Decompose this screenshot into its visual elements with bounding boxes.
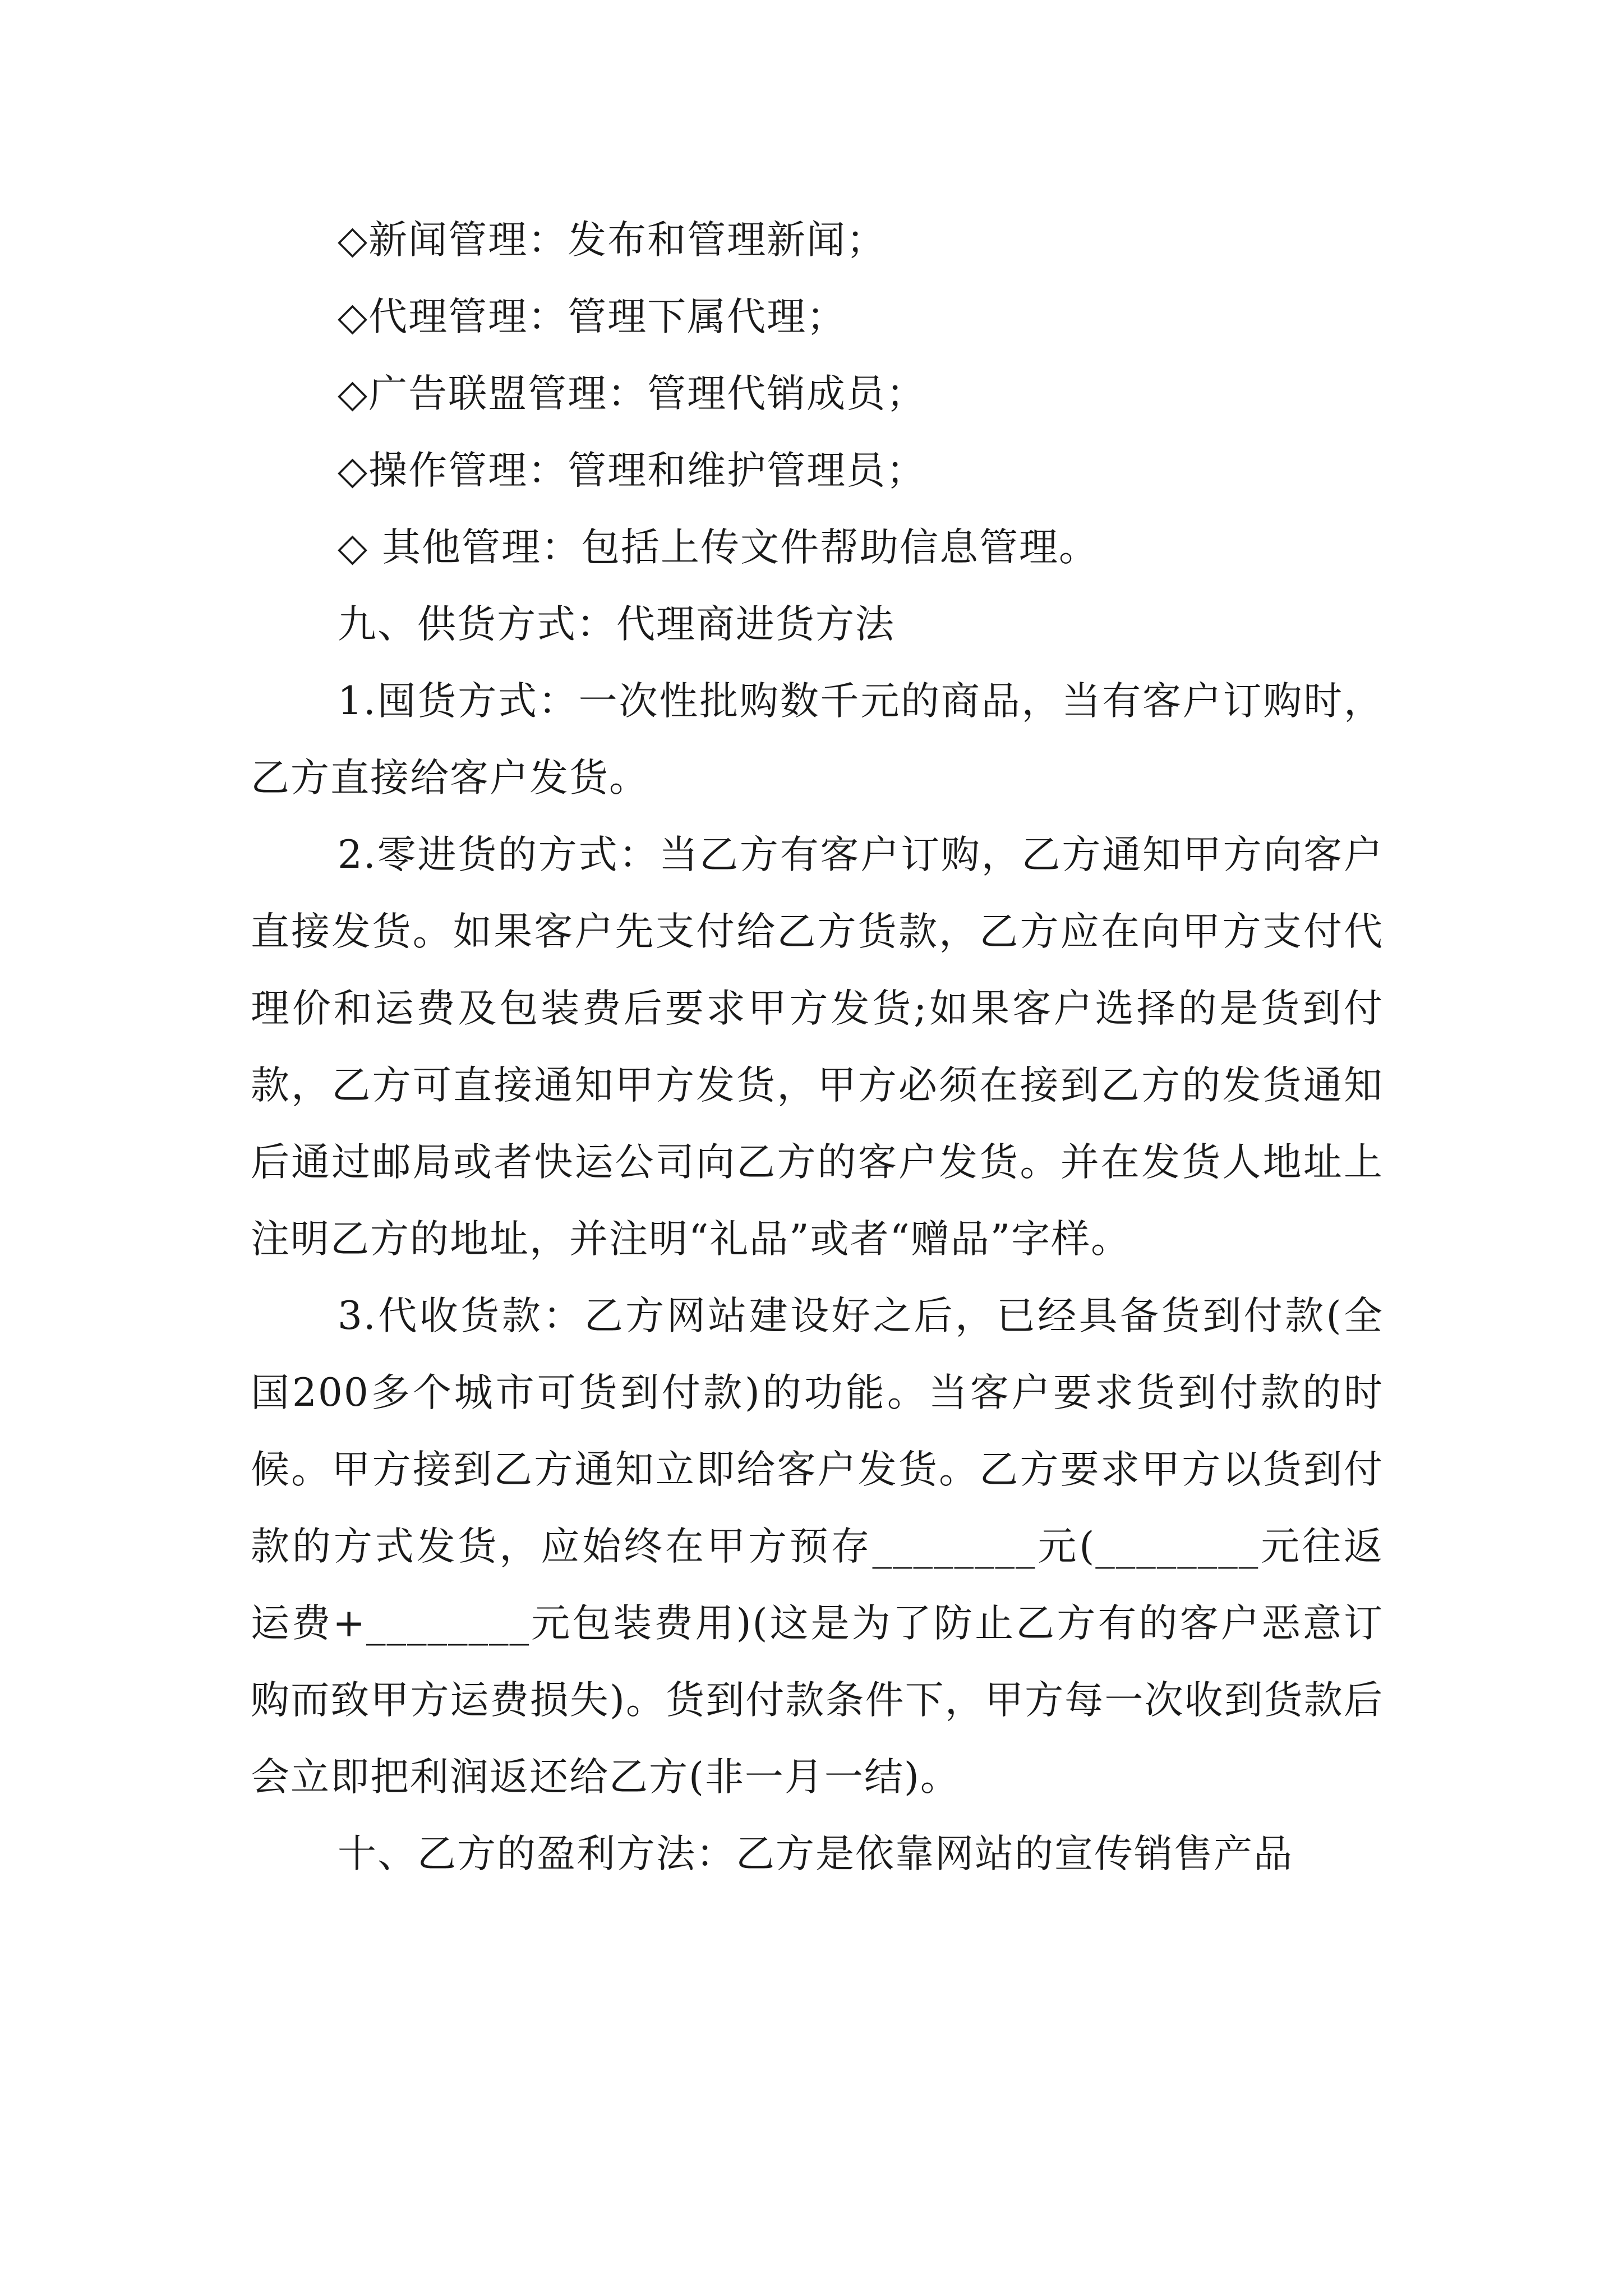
paragraph-stock-method: 1.囤货方式：一次性批购数千元的商品，当有客户订购时，乙方直接给客户发货。: [251, 679, 1384, 800]
list-item-operation-management: ◇操作管理：管理和维护管理员；: [338, 448, 926, 493]
document-page: [251, 202, 1384, 1893]
list-item-news-management: ◇新闻管理：发布和管理新闻；: [338, 218, 887, 263]
section-heading-supply-method: 九、供货方式：代理商进货方法: [338, 602, 895, 647]
list-item-agent-management: ◇代理管理：管理下属代理；: [338, 295, 847, 339]
paragraph-cash-on-delivery: 3.代收货款：乙方网站建设好之后，已经具备货到付款(全国200多个城市可货到付款)的功能。当客户要求货到付款的时候。甲方接到乙方通知立即给客户发货。乙方要求甲方以货到付款的方式发货，应始终在甲方预存________元(________元往返运费+________元包装费用)(这是为了防止乙方有的客户恶意订购而致甲方运费损失)。货到付款条件下，甲方每一次收到货款后会立即把利润返还给乙方(非一月一结)。: [251, 1294, 1384, 1800]
list-item-ad-alliance-management: ◇广告联盟管理：管理代销成员；: [338, 371, 926, 416]
paragraph-retail-method: 2.零进货的方式：当乙方有客户订购，乙方通知甲方向客户直接发货。如果客户先支付给乙方货款，乙方应在向甲方支付代理价和运费及包装费后要求甲方发货;如果客户选择的是货到付款，乙方可直接通知甲方发货，甲方必须在接到乙方的发货通知后通过邮局或者快运公司向乙方的客户发货。并在发货人地址上注明乙方的地址，并注明“礼品”或者“赠品”字样。: [251, 832, 1384, 1262]
section-heading-profit-method: 十、乙方的盈利方法：乙方是依靠网站的宣传销售产品: [338, 1832, 1293, 1876]
list-item-other-management: ◇ 其他管理：包括上传文件帮助信息管理。: [338, 525, 1099, 570]
